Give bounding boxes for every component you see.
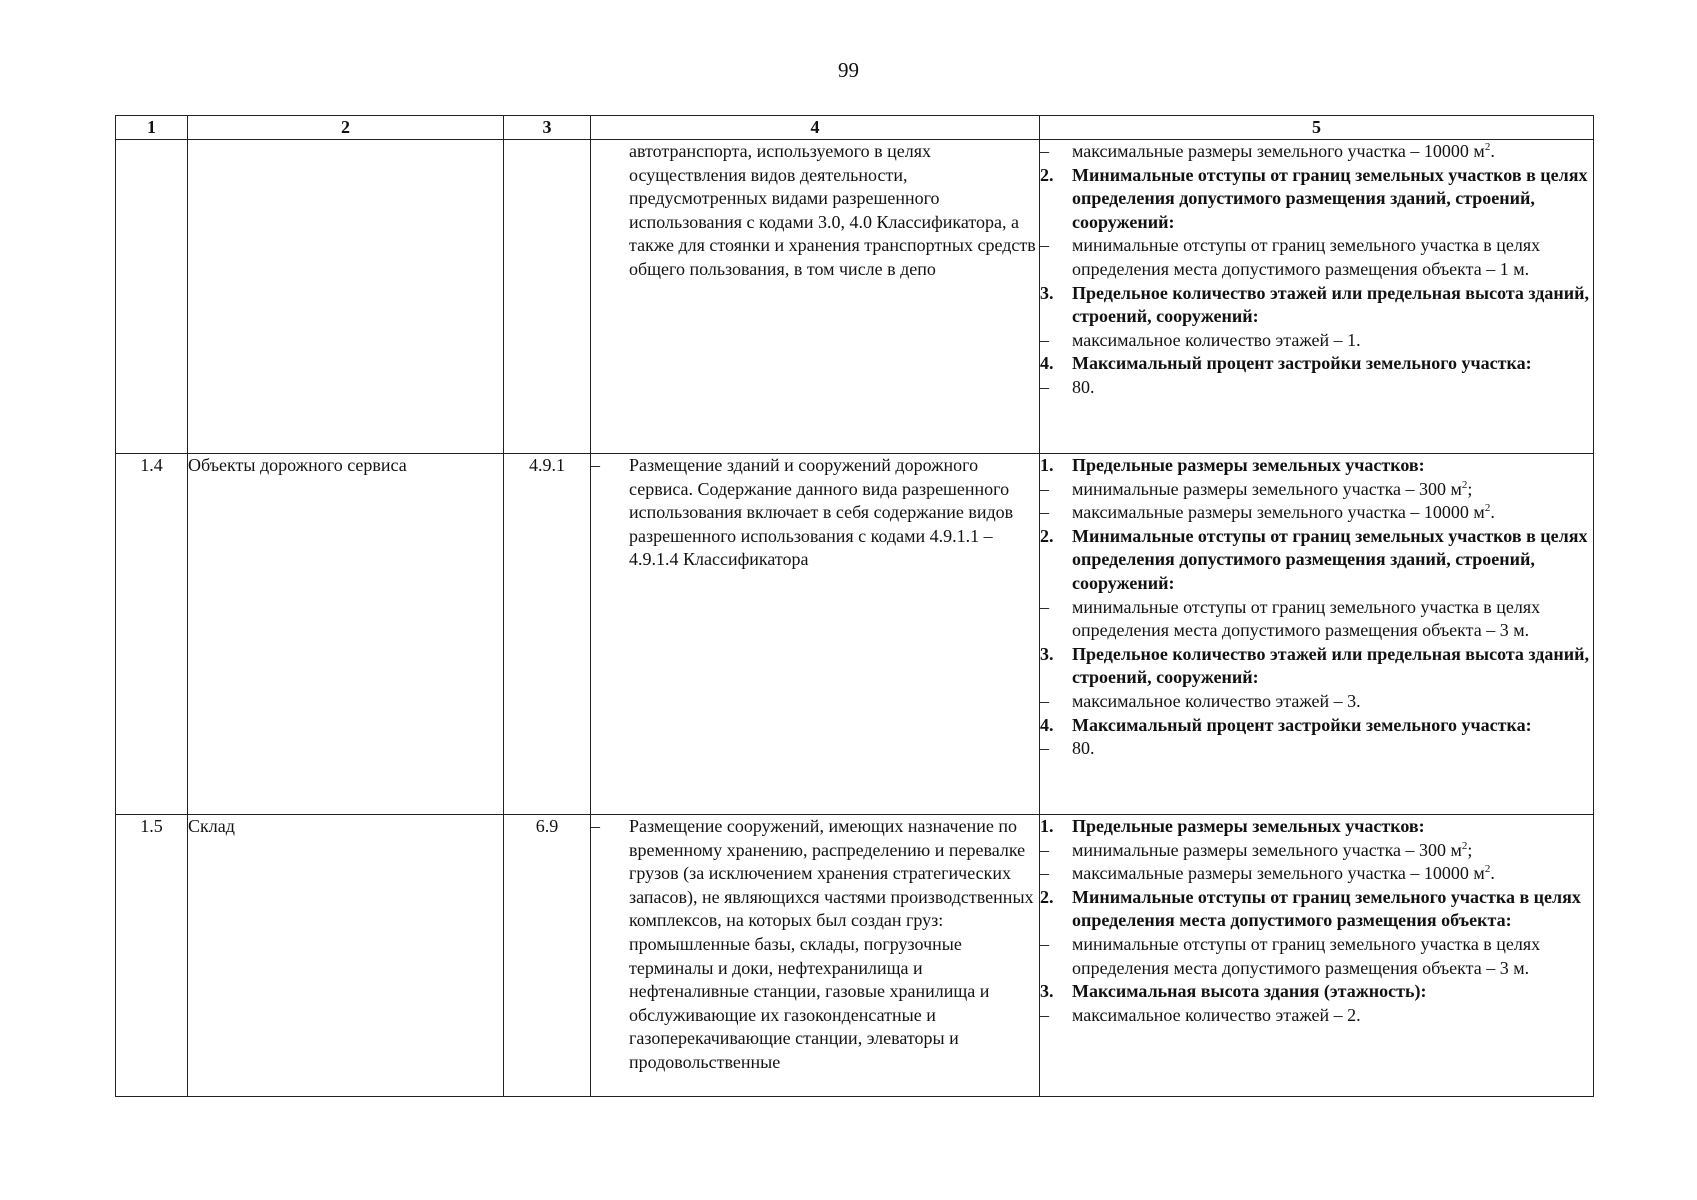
param-marker: 3. [1040, 981, 1054, 1002]
param-marker: – [1040, 690, 1049, 711]
dash-marker: – [591, 816, 600, 836]
use-code: 6.9 [504, 815, 591, 1097]
param-line [1040, 690, 1593, 714]
param-marker: 1. [1040, 816, 1054, 836]
param-marker: 4. [1040, 353, 1054, 374]
param-text: максимальные размеры земельного участка – 10000 $м^2$. [1072, 863, 1495, 884]
param-marker: – [1040, 1004, 1049, 1025]
param-marker: – [1040, 235, 1049, 256]
use-description [591, 815, 1040, 1097]
param-text: максимальное количество этажей – 2. [1072, 1004, 1361, 1025]
param-text: минимальные отступы от границ земельного участка в целях определения места допустимого размещения объекта – 3 м. [1072, 596, 1541, 641]
param-text: минимальные отступы от границ земельного участка в целях определения места допустимого размещения объекта – 3 м. [1072, 933, 1541, 978]
description-text: Размещение зданий и сооружений дорожного сервиса. Содержание данного вида разрешенного использования включает в себя содержание видов разрешенного использования с кодами 4.9.1.1 – 4.9.1.4 Классификатора [629, 455, 1014, 570]
param-text: минимальные размеры земельного участка – 300 $м^2$; [1072, 478, 1473, 499]
table-row [116, 815, 1594, 1097]
param-line [1040, 140, 1593, 164]
param-marker: – [1040, 596, 1049, 617]
param-text: Минимальные отступы от границ земельных участков в целях определения допустимого размещения зданий, строений, сооружений: [1072, 525, 1588, 593]
param-heading [1040, 886, 1593, 933]
row-number [116, 140, 188, 454]
param-heading [1040, 525, 1593, 596]
param-heading [1040, 980, 1593, 1004]
description-text: Размещение сооружений, имеющих назначение по временному хранению, распределению и перевалке грузов (за исключением хранения стратегических запасов), не являющихся частями производственных комплексов, на которых был создан груз: промышленные базы, склады, погрузочные терминалы и доки, нефтехранилища и нефтеналивные станции, газовые хранилища и обслуживающие их газоконденсатные и газоперекачивающие станции, элеваторы и продовольственные [629, 816, 1034, 1072]
param-text: Максимальный процент застройки земельного участка: [1072, 714, 1532, 735]
param-line [1040, 933, 1593, 980]
use-code: 4.9.1 [504, 454, 591, 815]
param-line [1040, 376, 1593, 400]
param-marker: – [1040, 839, 1049, 860]
param-text: максимальное количество этажей – 3. [1072, 690, 1361, 711]
param-marker: 3. [1040, 643, 1054, 664]
use-description [591, 140, 1040, 454]
param-text: минимальные размеры земельного участка – 300 $м^2$; [1072, 839, 1473, 860]
param-marker: – [1040, 478, 1049, 499]
row-number: 1.5 [116, 815, 188, 1097]
param-text: Предельное количество этажей или предельная высота зданий, строений, сооружений: [1072, 643, 1590, 688]
description-item [591, 454, 1039, 572]
param-marker: 4. [1040, 714, 1054, 735]
column-header-4: 4 [591, 116, 1040, 140]
description-item [591, 815, 1039, 1075]
param-marker: – [1040, 141, 1049, 161]
param-marker: – [1040, 376, 1049, 397]
param-text: максимальное количество этажей – 1. [1072, 329, 1361, 350]
use-name [188, 140, 504, 454]
param-line [1040, 478, 1593, 502]
dash-marker: – [591, 455, 600, 475]
use-name: Склад [188, 815, 504, 1097]
param-text: минимальные отступы от границ земельного участка в целях определения места допустимого размещения объекта – 1 м. [1072, 235, 1541, 279]
column-header-1: 1 [116, 116, 188, 140]
use-code [504, 140, 591, 454]
param-marker: – [1040, 738, 1049, 759]
param-text: максимальные размеры земельного участка – 10000 $м^2$. [1072, 502, 1495, 523]
param-text: Максимальная высота здания (этажность): [1072, 981, 1427, 1002]
param-heading [1040, 815, 1593, 839]
description-text: автотранспорта, используемого в целях осуществления видов деятельности, предусмотренных видами разрешенного использования с кодами 3.0, 4.0 Классификатора, а также для стоянки и хранения транспортных средств общего пользования, в том числе в депо [629, 141, 1036, 279]
use-name: Объекты дорожного сервиса [188, 454, 504, 815]
param-marker: 1. [1040, 455, 1054, 475]
param-heading [1040, 454, 1593, 478]
param-heading [1040, 714, 1593, 738]
zoning-table [115, 115, 1594, 1097]
row-number: 1.4 [116, 454, 188, 815]
column-header-3: 3 [504, 116, 591, 140]
table-row [116, 140, 1594, 454]
param-line [1040, 1004, 1593, 1028]
column-header-5: 5 [1040, 116, 1594, 140]
use-parameters [1040, 140, 1594, 454]
param-text: Предельное количество этажей или предельная высота зданий, строений, сооружений: [1072, 282, 1590, 327]
param-marker: – [1040, 329, 1049, 350]
param-text: Максимальный процент застройки земельного участка: [1072, 353, 1532, 374]
param-marker: 2. [1040, 886, 1054, 907]
param-line [1040, 862, 1593, 886]
param-marker: 3. [1040, 282, 1054, 303]
use-description [591, 454, 1040, 815]
param-marker: 2. [1040, 525, 1054, 546]
param-line [1040, 596, 1593, 643]
use-parameters [1040, 815, 1594, 1097]
param-text: 80. [1072, 738, 1095, 759]
page-number: 99 [838, 58, 859, 82]
param-heading [1040, 352, 1593, 376]
param-line [1040, 501, 1593, 525]
param-line [1040, 234, 1593, 281]
param-text: Предельные размеры земельных участков: [1072, 816, 1425, 836]
param-marker: – [1040, 502, 1049, 523]
param-marker: – [1040, 933, 1049, 954]
header-row [116, 116, 1594, 140]
param-text: Предельные размеры земельных участков: [1072, 455, 1425, 475]
param-line [1040, 839, 1593, 863]
use-parameters [1040, 454, 1594, 815]
column-header-2: 2 [188, 116, 504, 140]
param-heading [1040, 164, 1593, 235]
param-heading [1040, 643, 1593, 690]
param-text: Минимальные отступы от границ земельного участка в целях определения места допустимого размещения объекта: [1072, 886, 1581, 931]
param-marker: 2. [1040, 164, 1054, 185]
param-text: максимальные размеры земельного участка – 10000 $м^2$. [1072, 141, 1495, 161]
param-heading [1040, 282, 1593, 329]
param-marker: – [1040, 863, 1049, 884]
table-row [116, 454, 1594, 815]
param-text: Минимальные отступы от границ земельных участков в целях определения допустимого размещения зданий, строений, сооружений: [1072, 164, 1588, 232]
param-line [1040, 329, 1593, 353]
param-text: 80. [1072, 376, 1095, 397]
param-line [1040, 737, 1593, 761]
